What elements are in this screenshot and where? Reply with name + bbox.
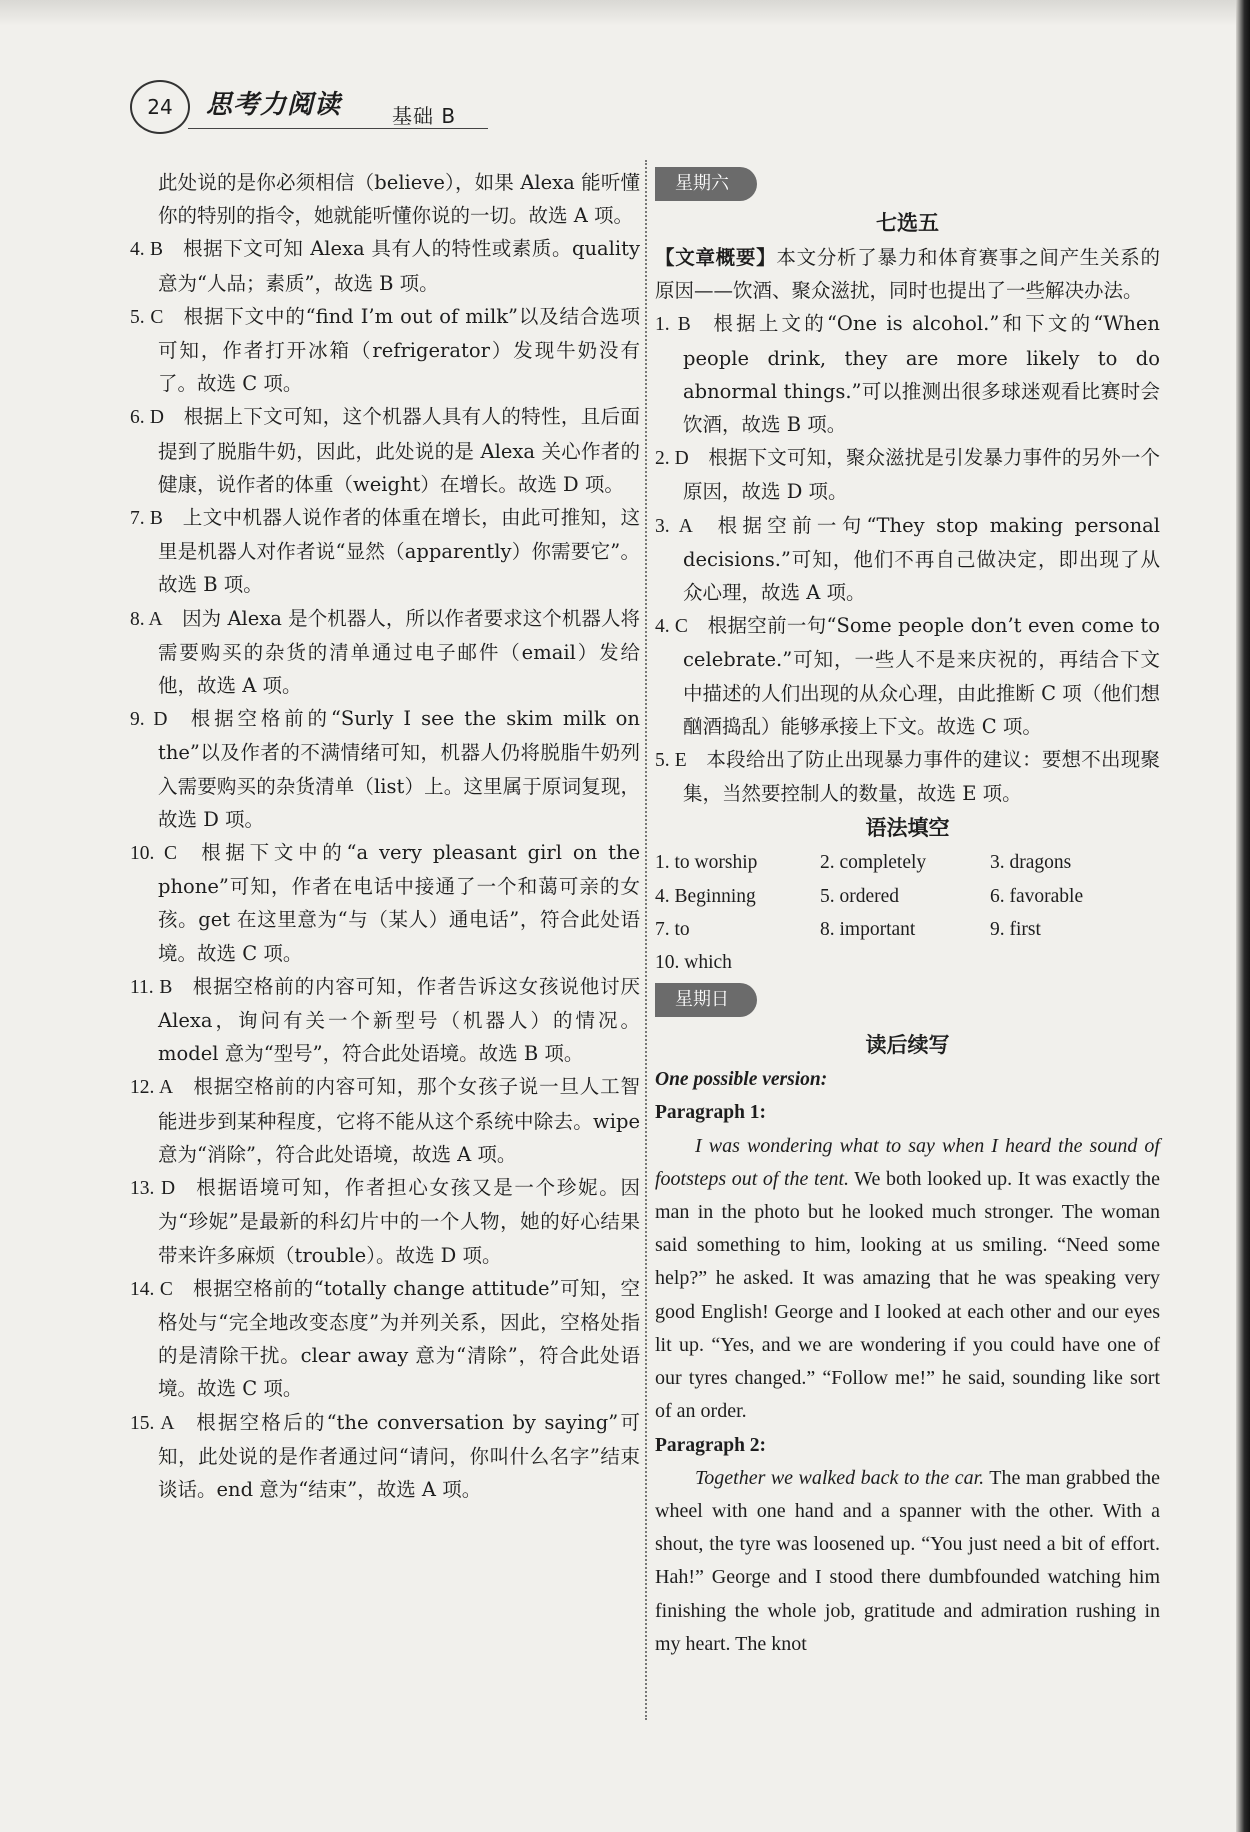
answer-item [655, 441, 1160, 508]
answer-item [655, 743, 1160, 810]
answer-explanation: 根据空格前的内容可知，作者告诉这女孩说他讨厌 Alexa，询问有关一个新型号（机器人）的情况。model 意为“型号”，符合此处语境。故选 B 项。 [158, 974, 640, 1066]
summary-label: 【文章概要】 [655, 246, 777, 269]
grammar-answer: 2. completely [820, 852, 927, 874]
answer-explanation: 根据语境可知，作者担心女孩又是一个珍妮。因为“珍妮”是最新的科幻片中的一个人物，她的好心结果带来许多麻烦（trouble）。故选 D 项。 [158, 1176, 640, 1267]
paragraph-2-label: Paragraph 2: [655, 1434, 767, 1456]
answer-number: 5. E [655, 750, 687, 772]
answer-number: 14. C [130, 1278, 173, 1300]
answer-item [655, 307, 1160, 441]
answer-explanation: 根据空格前的内容可知，那个女孩子说一旦人工智能进步到某种程度，它将不能从这个系统中除去。wipe 意为“消除”，符合此处语境，故选 A 项。 [158, 1075, 640, 1166]
answer-item [130, 232, 640, 299]
answer-number: 4. C [655, 616, 688, 638]
answer-explanation: 根据下文可知 Alexa 具有人的特性或素质。quality 意为“人品；素质”，故选 B 项。 [158, 237, 640, 295]
answer-item [130, 400, 640, 501]
answer-number: 7. B [130, 508, 163, 530]
answer-number: 1. B [655, 314, 691, 336]
grammar-answers [655, 846, 1160, 979]
answer-number: 5. C [130, 306, 164, 328]
tag-sunday: 星期日 [655, 983, 757, 1017]
article-summary [655, 241, 1160, 307]
answer-explanation: 根据空格前的“Surly I see the skim milk on the”以及作者的不满情绪可知，机器人仍将脱脂牛奶列入需要购买的杂货清单（list）上。这里属于原词复现，故选 D 项。 [158, 707, 640, 831]
grammar-answer: 10. which [655, 952, 732, 974]
answer-item [130, 1070, 640, 1171]
answer-explanation: 根据上下文可知，这个机器人具有人的特性，且后面提到了脱脂牛奶，因此，此处说的是 Alexa 关心作者的健康，说作者的体重（weight）在增长。故选 D 项。 [158, 405, 640, 496]
answer-number: 15. A [130, 1412, 175, 1434]
paragraph-2-body: The man grabbed the wheel with one hand and a spanner with the other. With a shout, the tyre was loosened up. “You just need a bit of effort. Hah!” George and I stood there dumbfounded watching him finishing the whole job, gratitude and admiration rushing in my heart. The knot [655, 1466, 1161, 1655]
grammar-answer: 8. important [820, 918, 916, 940]
grammar-answer: 4. Beginning [655, 885, 756, 907]
answer-explanation: 本段给出了防止出现暴力事件的建议：要想不出现聚集，当然要控制人的数量，故选 E 项。 [683, 748, 1160, 806]
grammar-answer: 9. first [990, 918, 1041, 940]
section-title-continuation-writing: 读后续写 [865, 1033, 950, 1058]
answer-number: 4. B [130, 239, 164, 261]
answer-explanation: 根据空格后的“the conversation by saying”可知，此处说的是作者通过问“请问，你叫什么名字”结束谈话。end 意为“结束”，故选 A 项。 [158, 1410, 640, 1501]
paragraph-1-label: Paragraph 1: [655, 1102, 767, 1124]
answer-list-right [655, 307, 1160, 810]
answer-item [130, 970, 640, 1071]
section-title-seven-choose-five: 七选五 [876, 211, 939, 235]
answer-number: 3. A [655, 515, 693, 537]
grammar-answer: 5. ordered [820, 885, 900, 907]
answer-explanation: 根据空前一句“They stop making personal decisions.”可知，他们不再自己做决定，即出现了从众心理，故选 A 项。 [683, 513, 1160, 605]
answer-explanation: 根据下文可知，聚众滋扰是引发暴力事件的另外一个原因，故选 D 项。 [683, 446, 1160, 504]
answer-item [655, 609, 1160, 743]
paragraph-2-text [655, 1462, 1160, 1661]
answer-item [130, 702, 640, 836]
paragraph-1-opening: I was wondering what to say when I heard the sound of footsteps out of the tent. [655, 1134, 1160, 1190]
answer-number: 8. A [130, 608, 163, 630]
book-level: 基础 B [392, 104, 457, 128]
answer-item [655, 509, 1160, 610]
answer-item [130, 501, 640, 602]
answer-item [130, 602, 640, 703]
answer-number: 6. D [130, 407, 164, 429]
answer-explanation: 根据下文中的“a very pleasant girl on the phone”可知，作者在电话中接通了一个和蔼可亲的女孩。get 在这里意为“与（某人）通电话”，符合此处语境。故选 C 项。 [158, 841, 641, 965]
grammar-answer: 7. to [655, 918, 690, 940]
page-number: 24 [130, 80, 190, 134]
answer-item [130, 836, 640, 970]
column-divider [645, 160, 647, 1720]
grammar-answer: 6. favorable [990, 885, 1084, 907]
answer-explanation: 根据空格前的“totally change attitude”可知，空格处与“完全地改变态度”为并列关系，因此，空格处指的是清除干扰。clear away 意为“清除”，符合此处语境。故选 C 项。 [158, 1276, 640, 1401]
paragraph-1-text [655, 1130, 1160, 1429]
answer-list-left [130, 232, 640, 1506]
paragraph-2-opening: Together we walked back to the car. [695, 1466, 985, 1489]
answer-item [130, 300, 640, 401]
answer-number: 2. D [655, 448, 689, 470]
answer-explanation: 根据空前一句“Some people don’t even come to celebrate.”可知，一些人不是来庆祝的，再结合下文中描述的人们出现的从众心理，由此推断 C 项（他们想酗酒捣乱）能够承接上下文。故选 C 项。 [683, 614, 1160, 738]
page-header [130, 78, 490, 134]
answer-explanation: 上文中机器人说作者的体重在增长，由此可推知，这里是机器人对作者说“显然（apparently）你需要它”。故选 B 项。 [158, 506, 640, 597]
book-title: 思考力阅读 [206, 90, 342, 120]
tag-saturday: 星期六 [655, 167, 757, 201]
header-rule [188, 128, 488, 129]
answer-item [130, 1406, 640, 1507]
answer-number: 9. D [130, 709, 168, 731]
summary-text: 本文分析了暴力和体育赛事之间产生关系的原因——饮酒、聚众滋扰，同时也提出了一些解决办法。 [655, 246, 1160, 303]
left-column [130, 166, 640, 1506]
version-label: One possible version: [655, 1069, 828, 1091]
answer-explanation: 根据下文中的“find I’m out of milk”以及结合选项可知，作者打开冰箱（refrigerator）发现牛奶没有了。故选 C 项。 [158, 304, 640, 396]
answer-continuation: 此处说的是你必须相信（believe），如果 Alexa 能听懂你的特别的指令，她就能听懂你说的一切。故选 A 项。 [158, 171, 640, 228]
answer-item [130, 1272, 640, 1406]
answer-number: 12. A [130, 1077, 174, 1099]
page-top-shadow [0, 0, 1250, 26]
answer-number: 10. C [130, 843, 177, 865]
answer-explanation: 根据上文的“One is alcohol.”和下文的“When people drink, they are more likely to do abnormal things.”可以推测出很多球迷观看比赛时会饮酒，故选 B 项。 [683, 312, 1160, 437]
section-title-grammar: 语法填空 [865, 816, 950, 841]
answer-explanation: 因为 Alexa 是个机器人，所以作者要求这个机器人将需要购买的杂货的清单通过电子邮件（email）发给他，故选 A 项。 [158, 606, 640, 698]
grammar-answer: 3. dragons [990, 852, 1072, 874]
answer-number: 13. D [130, 1178, 176, 1200]
grammar-answer: 1. to worship [655, 852, 758, 874]
right-column [655, 166, 1160, 1661]
answer-item [130, 1171, 640, 1272]
answer-number: 11. B [130, 976, 173, 998]
paragraph-1-body: We both looked up. It was exactly the man in the photo but he looked much stronger. The woman said something to him, looking at us smiling. “Need some help?” he asked. It was amazing that he was speaking very good English! George and I looked at each other and our eyes lit up. “Yes, and we are wondering if you could have one of our tyres changed.” “Follow me!” he said, sounding like sort of an order. [655, 1167, 1161, 1423]
page-binding-edge [1236, 0, 1250, 1832]
